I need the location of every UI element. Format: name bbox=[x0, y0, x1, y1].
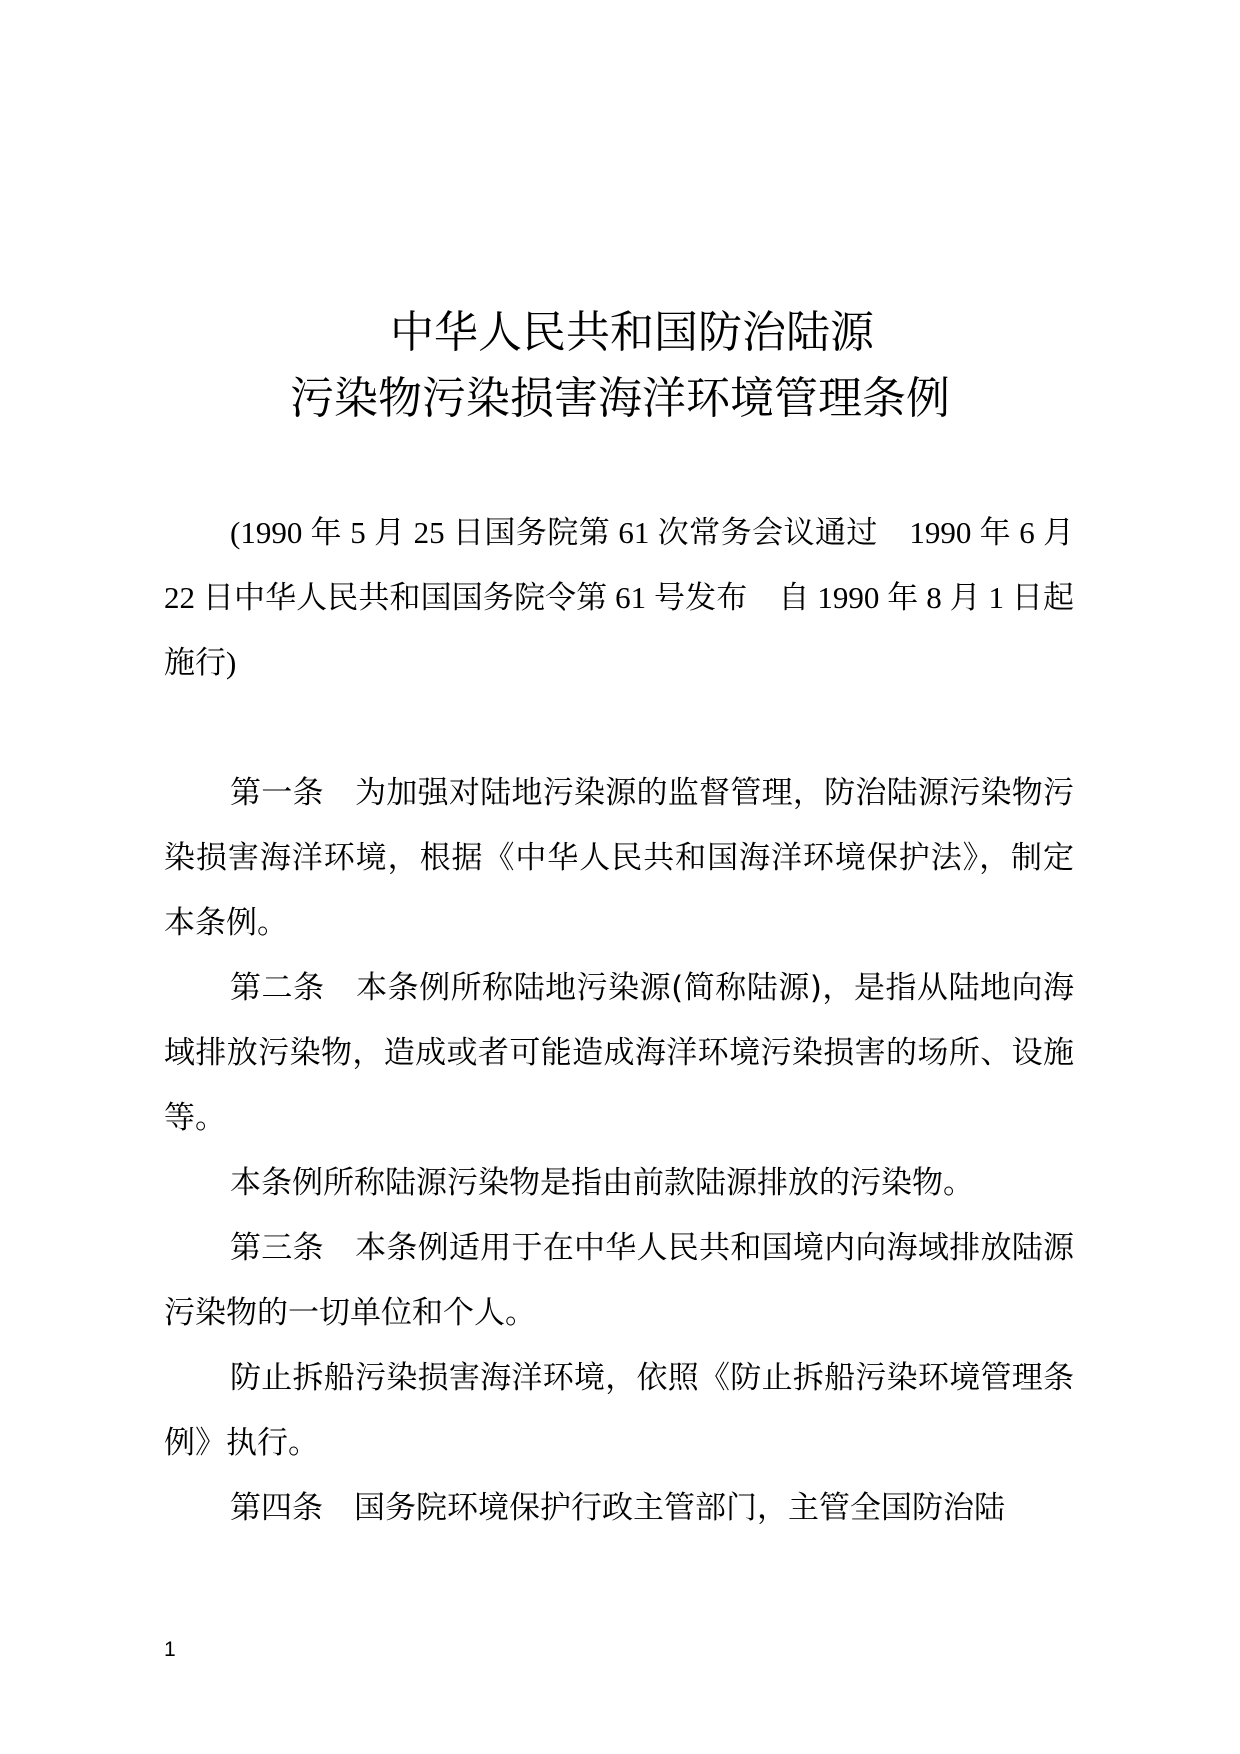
article-3 bbox=[164, 1216, 1074, 1346]
paragraph-text: 本条例所称陆源污染物是指由前款陆源排放的污染物。 bbox=[230, 1165, 974, 1201]
article-text: 本条例适用于在中华人民共和国境内向海域排放陆源污染物的一切单位和个人。 bbox=[164, 1230, 1075, 1331]
document-title bbox=[0, 300, 1240, 432]
article-2 bbox=[164, 956, 1074, 1151]
article-text: 国务院环境保护行政主管部门，主管全国防治陆 bbox=[354, 1490, 1005, 1526]
document-body bbox=[164, 500, 1074, 1541]
paragraph-text: 防止拆船污染损害海洋环境，依照《防止拆船污染环境管理条例》执行。 bbox=[164, 1360, 1074, 1461]
article-1 bbox=[164, 761, 1074, 956]
article-label: 第四条 bbox=[230, 1490, 323, 1526]
article-3-paragraph-2 bbox=[164, 1346, 1074, 1476]
title-line-2: 污染物污染损害海洋环境管理条例 bbox=[290, 373, 950, 424]
section-gap bbox=[164, 695, 1074, 761]
article-text: 为加强对陆地污染源的监督管理，防治陆源污染物污染损害海洋环境，根据《中华人民共和国海洋环境保护法》，制定本条例。 bbox=[164, 775, 1075, 941]
title-line-1: 中华人民共和国防治陆源 bbox=[390, 307, 874, 358]
article-label: 第二条 bbox=[230, 970, 325, 1006]
adoption-note: (1990 年 5 月 25 日国务院第 61 次常务会议通过 1990 年 6 月 22 日中华人民共和国国务院令第 61 号发布 自 1990 年 8 月 1 日起施行) bbox=[164, 515, 1074, 680]
article-text: 本条例所称陆地污染源(简称陆源)，是指从陆地向海域排放污染物，造成或者可能造成海洋环境污染损害的场所、设施等。 bbox=[164, 970, 1075, 1136]
article-4 bbox=[164, 1476, 1074, 1541]
page-number: 1 bbox=[164, 1638, 176, 1661]
article-label: 第一条 bbox=[230, 775, 324, 811]
article-2-paragraph-2 bbox=[164, 1151, 1074, 1216]
article-label: 第三条 bbox=[230, 1230, 324, 1266]
